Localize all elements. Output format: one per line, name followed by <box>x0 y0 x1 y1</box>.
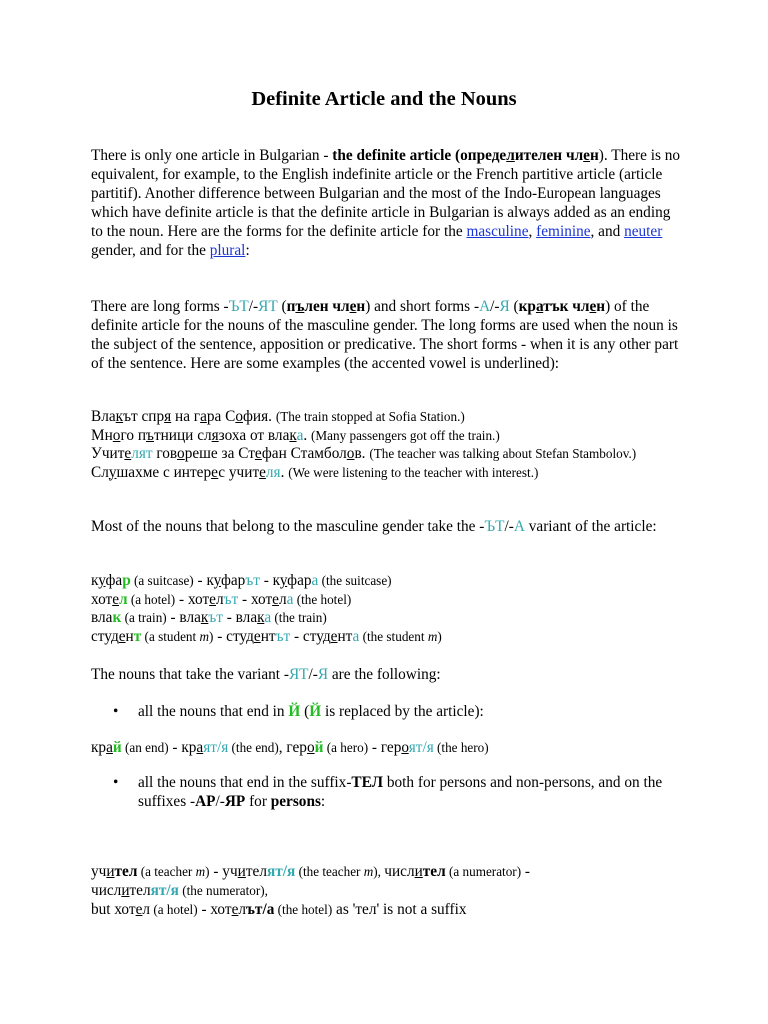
link-masculine[interactable]: masculine <box>466 223 529 240</box>
bullet-marker: • <box>113 774 119 791</box>
noun-examples <box>91 572 681 646</box>
ya-variant-paragraph: The nouns that take the variant -ЯТ/-Я are the following: <box>91 666 441 683</box>
noun-example: влак (a train) - влакът - влака (the train) <box>91 609 327 626</box>
link-plural[interactable]: plural <box>209 242 246 259</box>
bullet-marker: • <box>113 703 119 720</box>
bullet-item <box>0 773 768 813</box>
link-neuter[interactable]: neuter <box>624 223 663 240</box>
noun-example: хотел (a hotel) - хотелът - хотела (the hotel) <box>91 590 352 608</box>
long-short-forms-paragraph: There are long forms -ЪТ/-ЯТ (пълен член) and short forms -А/-Я (кратък член) of the definite article for the nouns of the masculine gender. The long forms are used when the noun is the subject of the sentence, apposition or predicative. The short forms - when it is any other part of the sentence. Here are some examples (the accented vowel is underlined): <box>91 298 679 372</box>
example-line: учител (a teacher m) - учителят/я (the teacher m), числител (a numerator) - <box>91 863 531 880</box>
page-title: Definite Article and the Nouns <box>251 88 517 110</box>
example-sentence: Слушахме с интерес учителя. (We were listening to the teacher with interest.) <box>91 463 539 481</box>
bullet-text: all the nouns that end in Й (Й is replaced by the article): <box>138 703 484 720</box>
noun-example: студент (a student m) - студентът - студента (the student m) <box>91 627 442 645</box>
noun-example: куфар (a suitcase) - куфарът - куфара (the suitcase) <box>91 572 392 589</box>
masculine-variant-paragraph: Most of the nouns that belong to the masculine gender take the -ЪТ/-А variant of the article: <box>91 518 657 535</box>
teacher-numerator-examples <box>91 862 681 919</box>
intro-paragraph: There is only one article in Bulgarian - the definite article (определителен член). There is no equivalent, for example, to the English indefinite article or the French partitive article (article partitif). Another difference between Bulgarian and the most of the Indo-European languages which have definite article is that the definite article in Bulgarian is always added as an ending to the noun. Here are the forms for the definite article for the masculine, feminine, and neuter gender, and for the plural: <box>91 147 681 259</box>
link-feminine[interactable]: feminine <box>536 223 591 240</box>
example-sentences <box>91 408 681 482</box>
example-sentence: Влакът спря на гара София. (The train stopped at Sofia Station.) <box>91 408 465 425</box>
example-sentence: Учителят говореше за Стефан Стамболов. (The teacher was talking about Stefan Stambolov.) <box>91 445 637 462</box>
bullet-item <box>0 702 768 722</box>
example-line: but хотел (a hotel) - хотелът/а (the hotel) as 'тел' is not a suffix <box>91 901 467 918</box>
bullet-text: all the nouns that end in the suffix-ТЕЛ both for persons and non-persons, and on the suffixes -АР/-ЯР for persons: <box>138 774 663 810</box>
kray-geroy-examples: край (an end) - краят/я (the end), герой (a hero) - героят/я (the hero) <box>91 739 489 756</box>
example-line: числителят/я (the numerator), <box>91 882 268 899</box>
example-sentence: Много пътници слязоха от влака. (Many passengers got off the train.) <box>91 426 500 444</box>
